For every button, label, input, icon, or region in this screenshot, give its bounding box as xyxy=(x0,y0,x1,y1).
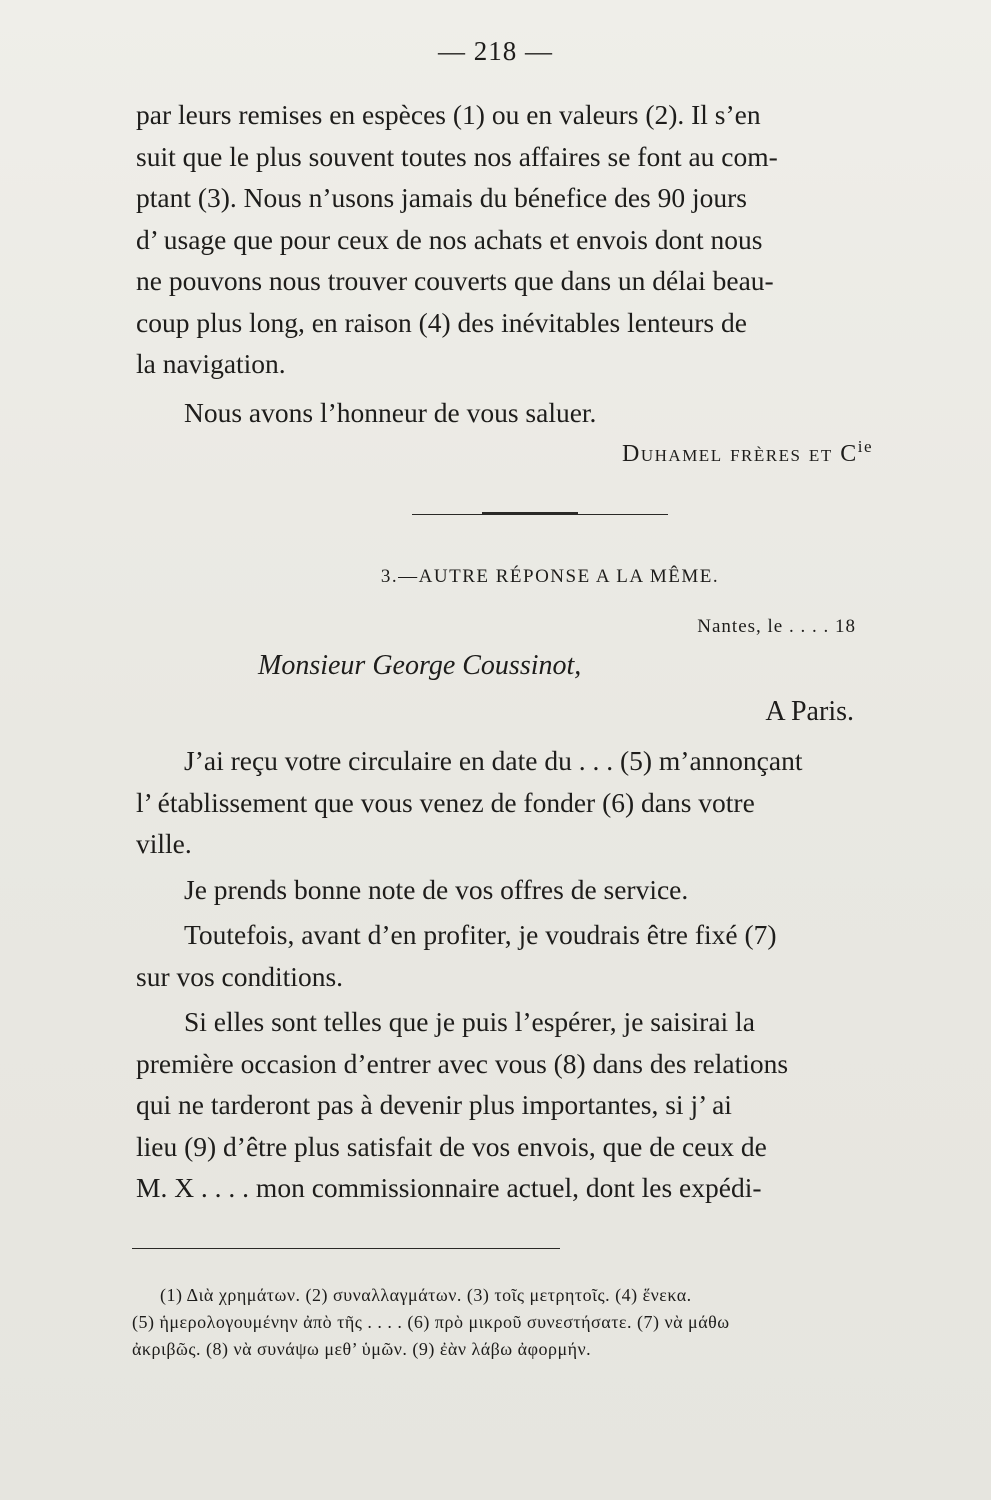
text-line: J’ai reçu votre circulaire en date du . . . (5) m’annonçant xyxy=(184,745,803,776)
footnote-line: (1) Διὰ χρημάτων. (2) συναλλαγμάτων. (3) τοῖς μετρητοῖς. (4) ἕνεκα. xyxy=(160,1285,692,1305)
text-line: par leurs remises en espèces (1) ou en valeurs (2). Il s’en xyxy=(136,99,761,130)
date-line: Nantes, le . . . . 18 xyxy=(697,616,856,637)
text-line: sur vos conditions. xyxy=(136,960,344,992)
section-separator-center xyxy=(482,512,578,515)
text-line: qui ne tarderont pas à devenir plus importantes, si j’ ai xyxy=(136,1089,732,1120)
text-line: première occasion d’entrer avec vous (8) dans des relations xyxy=(136,1047,789,1079)
letter-body xyxy=(136,740,962,1209)
signature-superscript: ie xyxy=(857,437,873,456)
footnote-line: (5) ἡμερολογουμένην ἀπὸ τῆς . . . . (6) πρὸ μικροῦ συνεστήσατε. (7) νὰ μάθω xyxy=(132,1312,730,1332)
footnote-line: ἀκριβῶς. (8) νὰ συνάψω μεθ’ ὑμῶν. (9) ἐὰν λάβω ἀφορμήν. xyxy=(132,1339,592,1359)
closing-salutation: Nous avons l’honneur de vous saluer. xyxy=(184,397,597,428)
text-line: d’ usage que pour ceux de nos achats et envois dont nous xyxy=(136,223,763,255)
text-line: coup plus long, en raison (4) des inévitables lenteurs de xyxy=(136,306,747,338)
footnotes xyxy=(132,1282,962,1363)
addressee: Monsieur George Coussinot, xyxy=(258,650,582,681)
page-number: — 218 — xyxy=(438,36,553,66)
text-line: ne pouvons nous trouver couverts que dans un délai beau- xyxy=(136,265,774,296)
text-line: M. X . . . . mon commissionnaire actuel, dont les expédi- xyxy=(136,1172,762,1203)
text-line: lieu (9) d’être plus satisfait de vos envois, que de ceux de xyxy=(136,1130,767,1162)
text-line: ptant (3). Nous n’usons jamais du bénefice des 90 jours xyxy=(136,182,747,213)
section-heading: 3.—AUTRE RÉPONSE A LA MÊME. xyxy=(380,566,720,587)
signature xyxy=(622,437,873,468)
continuation-paragraph xyxy=(136,94,962,385)
text-line: Je prends bonne note de vos offres de service. xyxy=(184,873,689,905)
text-line: la navigation. xyxy=(136,348,286,379)
text-line: l’ établissement que vous venez de fonder (6) dans votre xyxy=(136,786,755,818)
city: A Paris. xyxy=(765,696,854,727)
text-line: ville. xyxy=(136,828,192,859)
text-line: Si elles sont telles que je puis l’espérer, je saisirai la xyxy=(184,1006,755,1037)
text-line: suit que le plus souvent toutes nos affaires se font au com- xyxy=(136,140,778,172)
signature-text: Duhamel frères et C xyxy=(622,441,858,467)
footnote-rule xyxy=(132,1248,560,1249)
text-line: Toutefois, avant d’en profiter, je voudrais être fixé (7) xyxy=(184,919,777,950)
